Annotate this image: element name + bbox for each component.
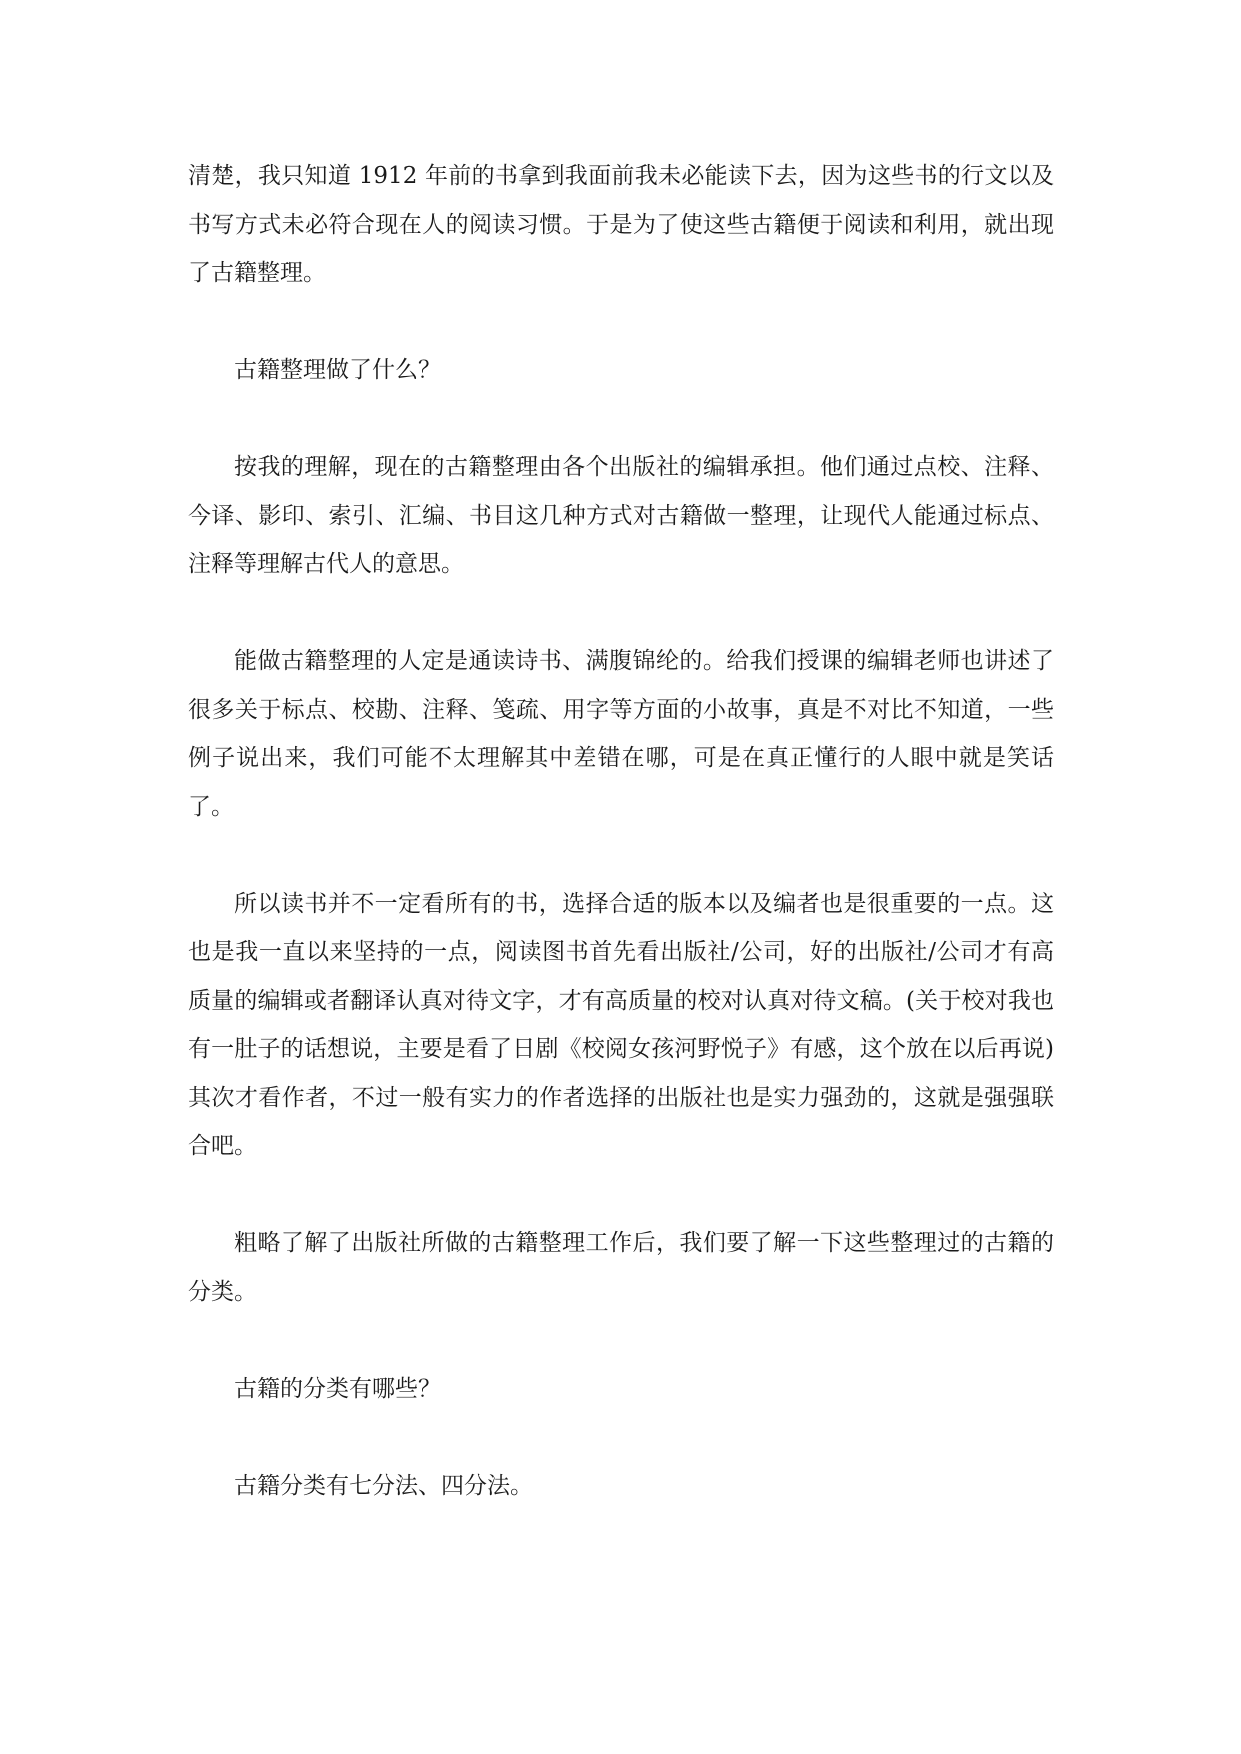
document-body (188, 152, 1054, 1510)
paragraph-editors-stories: 能做古籍整理的人定是通读诗书、满腹锦纶的。给我们授课的编辑老师也讲述了很多关于标点、校勘、注释、笺疏、用字等方面的小故事，真是不对比不知道，一些例子说出来，我们可能不太理解其中差错在哪，可是在真正懂行的人眼中就是笑话了。 (188, 648, 1054, 820)
section-question-classification: 古籍的分类有哪些？ (234, 1375, 441, 1402)
paragraph-transition-classification: 粗略了解了出版社所做的古籍整理工作后，我们要了解一下这些整理过的古籍的分类。 (188, 1230, 1054, 1305)
section-question-what-done: 古籍整理做了什么？ (234, 357, 441, 383)
paragraph-choosing-editions: 所以读书并不一定看所有的书，选择合适的版本以及编者也是很重要的一点。这也是我一直以来坚持的一点，阅读图书首先看出版社/公司，好的出版社/公司才有高质量的编辑或者翻译认真对待文字，才有高质量的校对认真对待文稿。(关于校对我也有一肚子的话想说，主要是看了日剧《校阅女孩河野悦子》有感，这个放在以后再说)其次才看作者，不过一般有实力的作者选择的出版社也是实力强劲的，这就是强强联合吧。 (188, 890, 1054, 1159)
paragraph-my-understanding: 按我的理解，现在的古籍整理由各个出版社的编辑承担。他们通过点校、注释、今译、影印、索引、汇编、书目这几种方式对古籍做一整理，让现代人能通过标点、注释等理解古代人的意思。 (188, 454, 1054, 577)
paragraph-classification-methods: 古籍分类有七分法、四分法。 (234, 1472, 533, 1499)
paragraph-continued-intro: 清楚，我只知道 1912 年前的书拿到我面前我未必能读下去，因为这些书的行文以及书写方式未必符合现在人的阅读习惯。于是为了使这些古籍便于阅读和利用，就出现了古籍整理。 (188, 163, 1054, 286)
